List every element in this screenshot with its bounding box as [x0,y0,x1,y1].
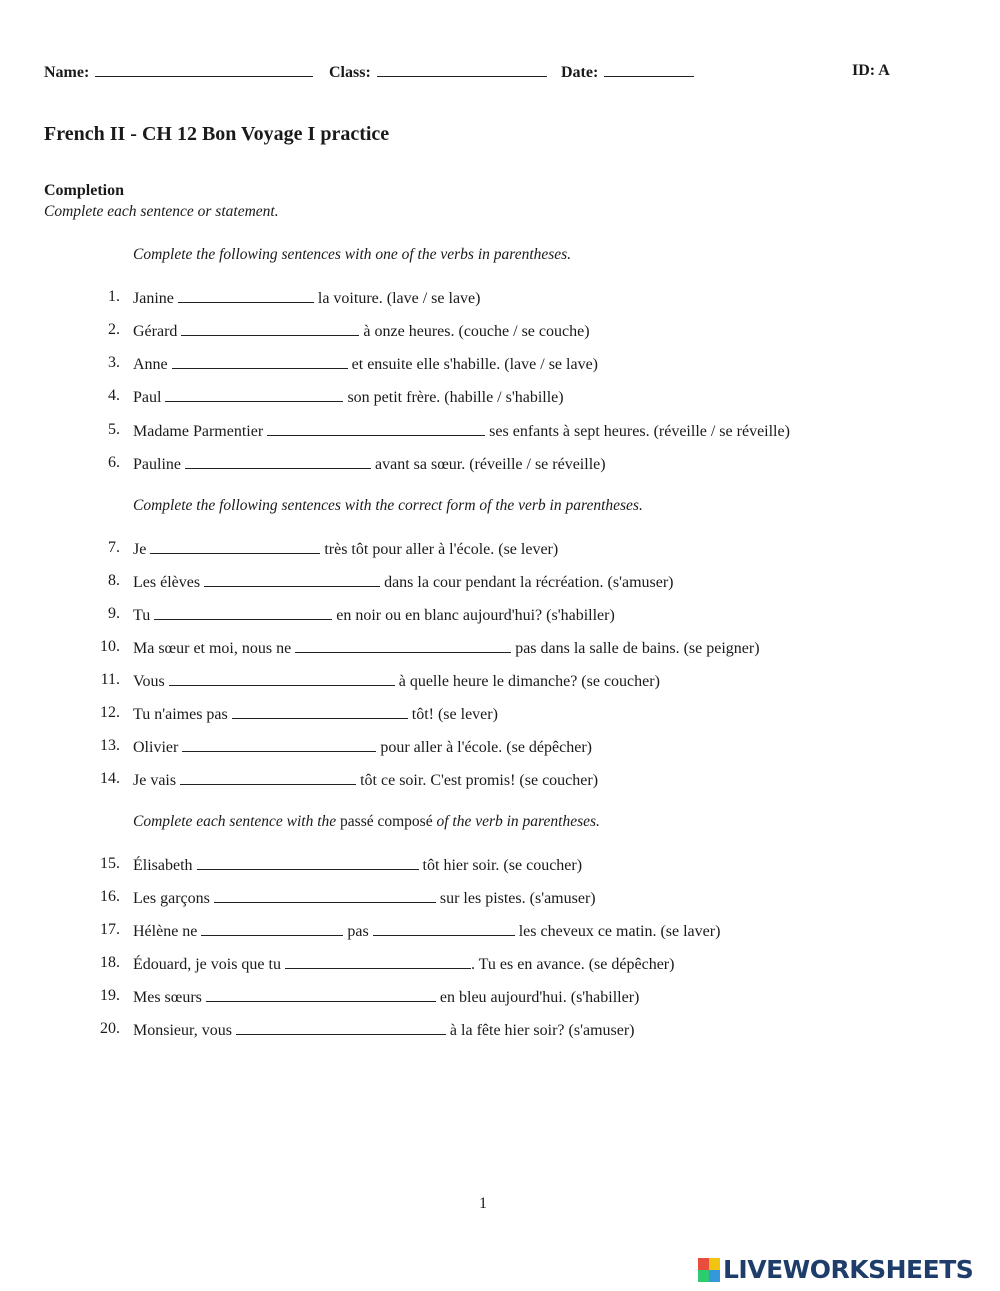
question-19-blank[interactable] [206,987,436,1002]
question-9-before: Tu [133,607,151,624]
question-2-blank[interactable] [181,321,359,336]
question-12 [133,704,498,724]
page-title: French II - CH 12 Bon Voyage I practice [44,123,390,145]
question-17-blank-2[interactable] [373,921,515,936]
question-15 [133,855,582,875]
liveworksheets-mark-icon [698,1258,720,1282]
question-1-before: Janine [133,290,174,307]
question-4-before: Paul [133,389,162,406]
question-6-before: Pauline [133,456,181,473]
question-15-blank[interactable] [197,855,419,870]
question-18 [133,954,674,974]
question-18-after: . Tu es en avance. (se dépêcher) [470,956,675,973]
question-13 [133,737,592,757]
question-1-after: la voiture. (lave / se lave) [317,290,481,307]
question-11-after: à quelle heure le dimanche? (se coucher) [398,673,660,690]
question-15-before: Élisabeth [133,857,193,874]
question-10-before: Ma sœur et moi, nous ne [133,640,292,657]
question-6-number: 6. [108,454,120,471]
question-13-before: Olivier [133,739,179,756]
instruction-part3-b: passé composé [340,813,433,830]
question-8-before: Les élèves [133,574,201,591]
question-16 [133,888,596,908]
instruction-part1: Complete the following sentences with one of the verbs in parentheses. [133,246,572,263]
question-7-after: très tôt pour aller à l'école. (se lever) [324,541,559,558]
question-14-number: 14. [100,770,120,787]
question-3-number: 3. [108,354,120,371]
question-13-after: pour aller à l'école. (se dépêcher) [380,739,592,756]
question-10-after: pas dans la salle de bains. (se peigner) [515,640,760,657]
page-number: 1 [479,1195,487,1212]
question-18-before: Édouard, je vois que tu [133,956,281,973]
question-3-after: et ensuite elle s'habille. (lave / se lave) [351,356,598,373]
question-3-before: Anne [133,356,168,373]
question-17-middle: pas [347,923,369,940]
question-14 [133,770,598,790]
question-13-blank[interactable] [182,737,376,752]
name-field [44,62,313,82]
question-3 [133,354,598,374]
question-12-number: 12. [100,704,120,721]
question-10-number: 10. [100,638,120,655]
question-17-blank-1[interactable] [201,921,343,936]
question-19-after: en bleu aujourd'hui. (s'habiller) [439,989,640,1006]
question-11-before: Vous [133,673,165,690]
question-8 [133,572,674,592]
class-blank[interactable] [377,62,547,77]
question-7 [133,539,558,559]
question-15-after: tôt hier soir. (se coucher) [422,857,583,874]
question-4-after: son petit frère. (habille / s'habille) [347,389,564,406]
question-19-before: Mes sœurs [133,989,202,1006]
question-9-after: en noir ou en blanc aujourd'hui? (s'habiller) [336,607,615,624]
instruction-part3-a: Complete each sentence with the [133,813,341,830]
question-5-after: ses enfants à sept heures. (réveille / se réveille) [489,423,790,440]
section-subheading: Complete each sentence or statement. [44,203,279,220]
logo-square-blue [709,1270,720,1282]
question-20-before: Monsieur, vous [133,1022,232,1039]
question-16-after: sur les pistes. (s'amuser) [439,890,596,907]
question-17-before: Hélène ne [133,923,198,940]
question-12-after: tôt! (se lever) [411,706,498,723]
question-19-number: 19. [100,987,120,1004]
question-7-before: Je [133,541,147,558]
liveworksheets-wordmark: LIVEWORKSHEETS [723,1255,974,1284]
instruction-part3-c: of the verb in parentheses. [432,813,600,830]
question-2-before: Gérard [133,323,178,340]
question-5-before: Madame Parmentier [133,423,264,440]
question-9-blank[interactable] [154,605,332,620]
question-10 [133,638,760,658]
question-4-number: 4. [108,387,120,404]
date-label: Date: [561,64,599,81]
logo-square-red [698,1258,709,1270]
question-14-after: tôt ce soir. C'est promis! (se coucher) [360,772,599,789]
question-5 [133,421,790,441]
question-1-number: 1. [108,288,120,305]
question-13-number: 13. [100,737,120,754]
date-blank[interactable] [604,62,694,77]
question-17-after: les cheveux ce matin. (se laver) [518,923,721,940]
question-4 [133,387,564,407]
instruction-part2: Complete the following sentences with the correct form of the verb in parentheses. [133,497,643,514]
question-12-blank[interactable] [232,704,408,719]
logo-square-yellow [709,1258,720,1270]
question-19 [133,987,639,1007]
question-2 [133,321,590,341]
question-20-after: à la fête hier soir? (s'amuser) [449,1022,635,1039]
question-8-after: dans la cour pendant la récréation. (s'amuser) [384,574,674,591]
question-8-number: 8. [108,572,120,589]
question-16-before: Les garçons [133,890,210,907]
question-1-blank[interactable] [178,288,314,303]
question-5-number: 5. [108,421,120,438]
question-2-number: 2. [108,321,120,338]
question-17-number: 17. [100,921,120,938]
question-14-blank[interactable] [180,770,356,785]
question-11-number: 11. [100,671,120,688]
question-9-number: 9. [108,605,120,622]
question-11 [133,671,660,691]
question-20-blank[interactable] [236,1020,446,1035]
question-15-number: 15. [100,855,120,872]
question-3-blank[interactable] [172,354,348,369]
instruction-part3 [133,813,600,831]
question-16-number: 16. [100,888,120,905]
question-14-before: Je vais [133,772,177,789]
question-10-blank[interactable] [295,638,511,653]
question-11-blank[interactable] [169,671,395,686]
question-5-blank[interactable] [267,421,485,436]
section-heading: Completion [44,182,124,199]
question-18-blank[interactable] [285,954,471,969]
logo-square-green [698,1270,709,1282]
question-9 [133,605,615,625]
question-7-blank[interactable] [150,539,320,554]
date-field [561,62,694,82]
question-20-number: 20. [100,1020,120,1037]
question-8-blank[interactable] [204,572,380,587]
question-17 [133,921,720,941]
question-20 [133,1020,635,1040]
question-6-blank[interactable] [185,454,371,469]
question-2-after: à onze heures. (couche / se couche) [363,323,590,340]
question-6 [133,454,606,474]
question-1 [133,288,480,308]
class-field [329,62,547,82]
question-7-number: 7. [108,539,120,556]
question-4-blank[interactable] [165,387,343,402]
id-label: ID: A [852,62,890,79]
question-16-blank[interactable] [214,888,436,903]
liveworksheets-logo [698,1255,973,1284]
class-label: Class: [329,64,371,81]
question-18-number: 18. [100,954,120,971]
question-6-after: avant sa sœur. (réveille / se réveille) [375,456,606,473]
question-12-before: Tu n'aimes pas [133,706,228,723]
name-blank[interactable] [95,62,313,77]
name-label: Name: [44,64,90,81]
